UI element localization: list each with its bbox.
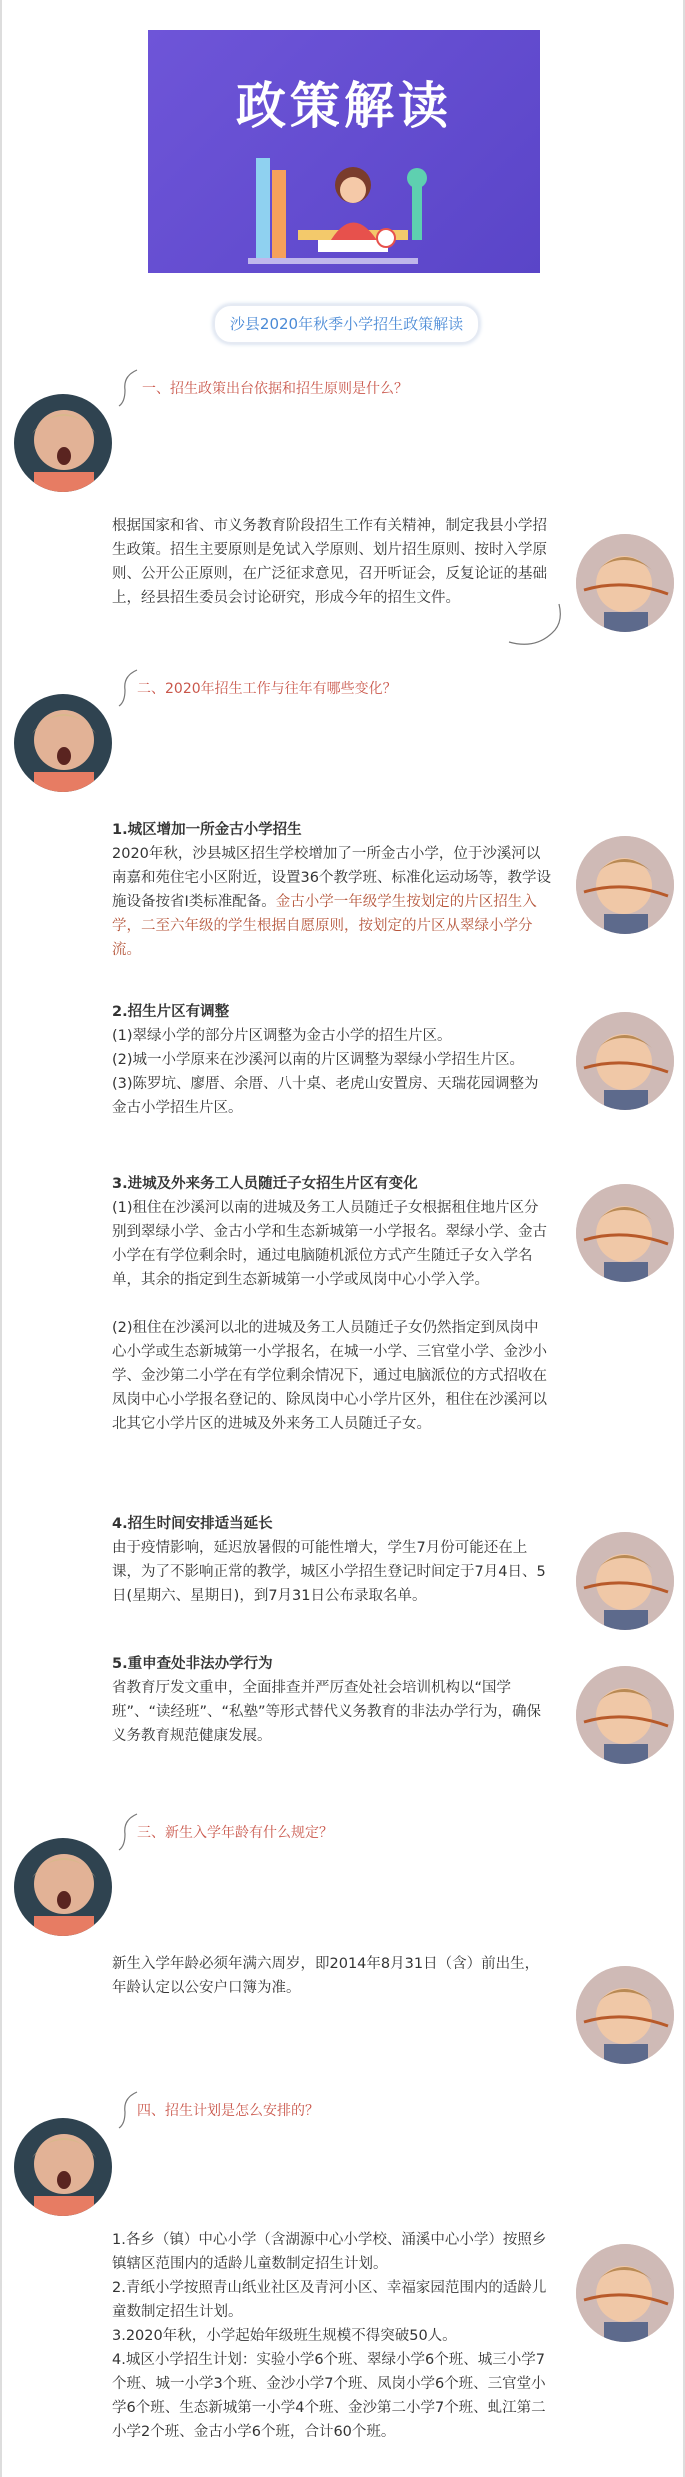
- question-1: 一、招生政策出台依据和招生原则是什么？: [142, 381, 408, 397]
- section-4-body: 由于疫情影响，延迟放暑假的可能性增大，学生7月份可能还在上课，为了不影响正常的教学，城区小学招生登记时间定于7月4日、5日(星期六、星期日)，到7月31日公布录取名单。: [112, 1540, 546, 1604]
- section-3: [112, 1172, 552, 1436]
- article-caption: 沙县2020年秋季小学招生政策解读: [213, 304, 480, 344]
- section-2-line: (1)翠绿小学的部分片区调整为金古小学的招生片区。: [112, 1028, 452, 1044]
- section-4: [112, 1512, 552, 1608]
- boy-avatar-icon: [576, 1532, 674, 1630]
- answer-4: [112, 2228, 552, 2444]
- bracket-curve-icon: [507, 600, 567, 650]
- section-2-heading: 2.招生片区有调整: [112, 1004, 230, 1020]
- section-1-heading: 1.城区增加一所金古小学招生: [112, 822, 302, 838]
- answer-3: 新生入学年龄必须年满六周岁，即2014年8月31日（含）前出生，年龄认定以公安户口簿为准。: [112, 1956, 540, 1996]
- child-avatar-icon: [14, 694, 112, 792]
- boy-avatar-icon: [576, 2244, 674, 2342]
- banner-title: 政策解读: [236, 77, 452, 135]
- section-1: [112, 818, 552, 962]
- plan-item: 1.各乡（镇）中心小学（含湖源中心小学校、涌溪中心小学）按照乡镇辖区范围内的适龄儿童数制定招生计划。: [112, 2232, 547, 2272]
- boy-avatar-icon: [576, 1966, 674, 2064]
- boy-avatar-icon: [576, 836, 674, 934]
- plan-item: 2.青纸小学按照青山纸业社区及青河小区、幸福家园范围内的适龄儿童数制定招生计划。: [112, 2280, 547, 2320]
- section-1-highlight: 金古小学一年级学生按划定的片区招生入学，二至六年级的学生根据自愿原则，按划定的片区从翠绿小学分流。: [112, 894, 537, 958]
- child-avatar-icon: [14, 2118, 112, 2216]
- section-5-heading: 5.重申查处非法办学行为: [112, 1656, 273, 1672]
- boy-avatar-icon: [576, 1184, 674, 1282]
- question-2: 二、2020年招生工作与往年有哪些变化？: [137, 681, 397, 697]
- plan-item: 3.2020年秋，小学起始年级班生规模不得突破50人。: [112, 2328, 457, 2344]
- boy-avatar-icon: [576, 534, 674, 632]
- boy-avatar-icon: [576, 1666, 674, 1764]
- section-2-line: (2)城一小学原来在沙溪河以南的片区调整为翠绿小学招生片区。: [112, 1052, 525, 1068]
- section-5: [112, 1652, 552, 1748]
- question-4: 四、招生计划是怎么安排的？: [137, 2103, 319, 2119]
- section-2: [112, 1000, 552, 1120]
- section-5-body: 省教育厅发文重申，全面排查并严厉查处社会培训机构以“国学班”、“读经班”、“私塾”等形式替代义务教育的非法办学行为，确保义务教育规范健康发展。: [112, 1680, 542, 1744]
- child-avatar-icon: [14, 394, 112, 492]
- section-3-paragraph-2: (2)租住在沙溪河以北的进城及务工人员随迁子女仍然指定到凤岗中心小学或生态新城第一小学报名，在城一小学、三官堂小学、金沙小学、金沙第二小学在有学位剩余情况下，通过电脑派位的方式招收在凤岗中心小学报名登记的、除凤岗中心小学片区外，租住在沙溪河以北其它小学片区的进城及外来务工人员随迁子女。: [112, 1320, 547, 1432]
- section-3-paragraph-1: (1)租住在沙溪河以南的进城及务工人员随迁子女根据租住地片区分别到翠绿小学、金古小学和生态新城第一小学报名。翠绿小学、金古小学在有学位剩余时，通过电脑随机派位方式产生随迁子女入学名单，其余的指定到生态新城第一小学或凤岗中心小学入学。: [112, 1200, 547, 1288]
- section-1-body: 2020年秋，沙县城区招生学校增加了一所金古小学，位于沙溪河以南嘉和苑住宅小区附近，设置36个教学班、标准化运动场等，教学设施设备按省Ⅰ类标准配备。: [112, 846, 551, 910]
- child-avatar-icon: [14, 1838, 112, 1936]
- section-4-heading: 4.招生时间安排适当延长: [112, 1516, 273, 1532]
- boy-avatar-icon: [576, 1012, 674, 1110]
- banner-image: [148, 30, 540, 273]
- question-3: 三、新生入学年龄有什么规定？: [137, 1825, 333, 1841]
- section-3-heading: 3.进城及外来务工人员随迁子女招生片区有变化: [112, 1176, 418, 1192]
- section-2-line: (3)陈罗坑、廖厝、余厝、八十桌、老虎山安置房、天瑞花园调整为金古小学招生片区。: [112, 1076, 539, 1116]
- plan-item: 4.城区小学招生计划：实验小学6个班、翠绿小学6个班、城三小学7个班、城一小学3个班、金沙小学7个班、凤岗小学6个班、三官堂小学6个班、生态新城第一小学4个班、金沙第二小学7个班、虬江第二小学2个班、金古小学6个班，合计60个班。: [112, 2352, 546, 2440]
- answer-1: 根据国家和省、市义务教育阶段招生工作有关精神，制定我县小学招生政策。招生主要原则是免试入学原则、划片招生原则、按时入学原则、公开公正原则，在广泛征求意见，召开听证会，反复论证的基础上，经县招生委员会讨论研究，形成今年的招生文件。: [112, 518, 547, 606]
